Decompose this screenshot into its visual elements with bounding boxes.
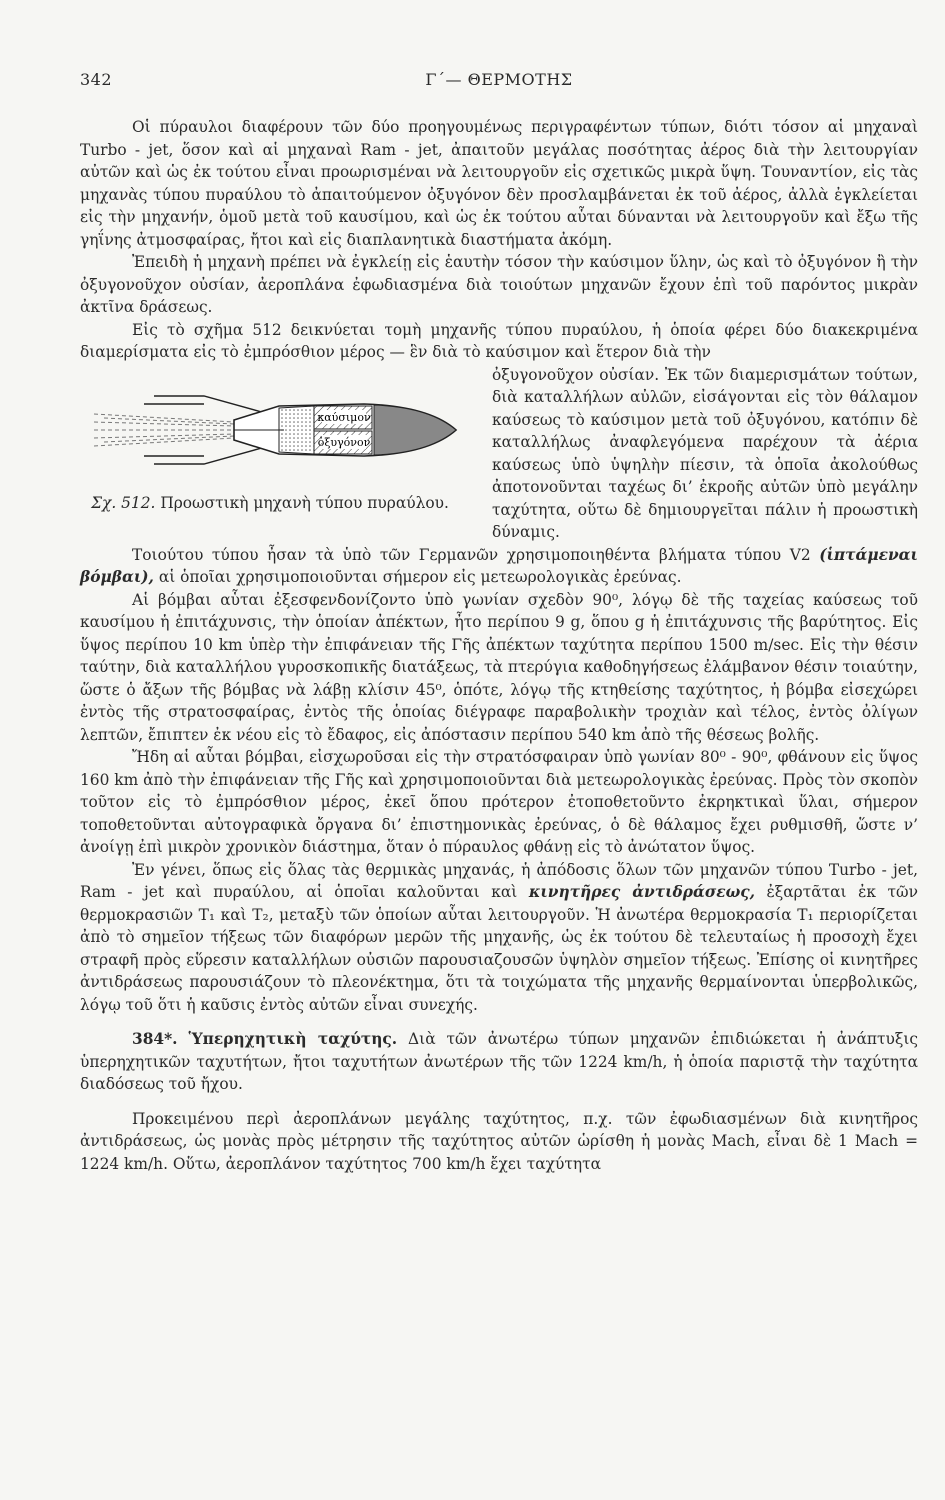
general-text-b: ἐξαρτᾶται ἐκ τῶν θερμοκρασιῶν T₁ καὶ T₂, μεταξὺ τῶν ὁποίων αὗται λειτουργοῦν. Ἡ ἀνωτέρα θερμοκρασία T₁ περιορίζεται ἀπὸ τὸ σημεῖον τήξεως τῶν διαφόρων μερῶν τῆς μηχανῆς, ὡς ἐκ τούτου δὲ τελευταίως ἡ προσοχὴ ἔχει στραφῆ πρὸς εὕρεσιν καταλλήλων οὐσιῶν παρουσιαζουσῶν ὑψηλὸν σημεῖον τήξεως. Ἐπίσης οἱ κινητῆρες ἀντιδράσεως παρουσιάζουν τὸ πλεονέκτημα, ὅτι τὰ τοιχώματα τῆς μηχανῆς θερμαίνονται ὑπερβολικῶς, λόγῳ τοῦ ὅτι ἡ καῦσις ἐντὸς αὐτῶν εἶναι συνεχής. [80, 883, 918, 1014]
combustion-chamber [279, 406, 314, 454]
rocket-diagram [84, 384, 464, 484]
figure-side-text [492, 364, 918, 544]
page-header [80, 70, 918, 100]
page-number: 342 [80, 70, 113, 89]
paragraph-already: Ἤδη αἱ αὗται βόμβαι, εἰσχωροῦσαι εἰς τὴν στρατόσφαιραν ὑπὸ γωνίαν 80⁰ - 90⁰, φθάνουν εἰς ὕψος 160 km ἀπὸ τὴν ἐπιφάνειαν τῆς Γῆς καὶ χρησιμοποιοῦνται διὰ μετεωρολογικὰς ἐρεύνας. Πρὸς τὸν σκοπὸν τοῦτον εἰς τὸ ἐμπρόσθιον μέρος, ἐκεῖ ὅπου πρότερον ἐτοποθετοῦντο ἐκρηκτικαὶ ὕλαι, σήμερον τοποθετοῦνται αὐτογραφικὰ ὄργανα δι’ ἐπιστημονικὰς ἐρεύνας, ὁ δὲ θάλαμος ἔχει ρυθμισθῆ, ὥστε ν’ ἀνοίγῃ ἐπὶ μικρὸν χρονικὸν διάστημα, ὅταν ὁ πύραυλος φθάνῃ εἰς τὸ ἀνώτατον ὕψος. [80, 748, 918, 856]
figure-512 [80, 364, 492, 542]
paragraph-fuel-oxygen: Ἐπειδὴ ἡ μηχανὴ πρέπει νὰ ἐγκλείῃ εἰς ἑαυτὴν τόσον τὴν καύσιμον ὕλην, ὡς καὶ τὸ ὀξυγόνον ἢ τὴν ὀξυγονοῦχον οὐσίαν, ἀεροπλάνα ἐφωδιασμένα διὰ τοιούτων μηχανῶν ἔχουν ἐπὶ τοῦ παρόντος μικρὰν ἀκτῖνα δράσεως. [80, 253, 918, 316]
figure-caption-text: Προωστικὴ μηχανὴ τύπου πυραύλου. [160, 493, 449, 512]
general-bold: κινητῆρες ἀντιδράσεως, [528, 883, 755, 901]
fuel-label: καύσιμον [317, 410, 371, 424]
page [80, 70, 918, 1175]
exhaust-plume [94, 414, 234, 446]
section-384 [80, 1028, 918, 1096]
paragraph-general [80, 859, 918, 1017]
paragraph-v2 [80, 544, 918, 589]
v2-text-b: αἱ ὁποῖαι χρησιμοποιοῦνται σήμερον εἰς μετεωρολογικὰς ἐρεύνας. [158, 568, 682, 586]
paragraph-figure-intro: Εἰς τὸ σχῆμα 512 δεικνύεται τομὴ μηχανῆς τύπου πυραύλου, ἡ ὁποία φέρει δύο διακεκριμένα διαμερίσματα εἰς τὸ ἐμπρόσθιον μέρος — ἓν διὰ τὸ καύσιμον καὶ ἕτερον διὰ τὴν [80, 320, 918, 361]
paragraph-bombs: Αἱ βόμβαι αὗται ἐξεσφενδονίζοντο ὑπὸ γωνίαν σχεδὸν 90⁰, λόγῳ δὲ τῆς ταχείας καύσεως τοῦ καυσίμου ἡ ἐπιτάχυνσις, τὴν ὁποίαν ἀπέκτων, ἦτο περίπου 9 g, ὅπου g ἡ ἐπιτάχυνσις τῆς βαρύτητος. Εἰς ὕψος περίπου 10 km ὑπὲρ τὴν ἐπιφάνειαν τῆς Γῆς ἀπέκτων ταχύτητα περίπου 1500 m/sec. Εἰς τὴν θέσιν ταύτην, διὰ καταλλήλου γυροσκοπικῆς διατάξεως, τὰ πτερύγια καθοδηγήσεως ἐλάμβανον θέσιν τοιαύτην, ὥστε ὁ ἄξων τῆς βόμβας νὰ λάβῃ κλίσιν 45⁰, ὁπότε, λόγῳ τῆς κτηθείσης ταχύτητος, ἡ βόμβα εἰσεχώρει ἐντὸς τῆς στρατοσφαίρας, ἐντὸς τῆς ὁποίας διέγραφε παραβολικὴν τροχιὰν καὶ τέλος, ἐντὸς ὀλίγων λεπτῶν, ἔπιπτεν ἐκ νέου εἰς τὸ ἔδαφος, εἰς ἀπόστασιν περίπου 540 km ἀπὸ τῆς θέσεως βολῆς. [80, 590, 918, 744]
oxygen-label: ὀξυγόνον [317, 435, 371, 449]
section-heading: Ὑπερηχητικὴ ταχύτης. [188, 1030, 398, 1048]
running-title: Γ΄— ΘΕΡΜΟΤΗΣ [425, 70, 573, 89]
paragraph-rockets: Οἱ πύραυλοι διαφέρουν τῶν δύο προηγουμένως περιγραφέντων τύπων, διότι τόσον αἱ μηχαναὶ Turbo - jet, ὅσον καὶ αἱ μηχαναὶ Ram - jet, ἀπαιτοῦν μεγάλας ποσότητας ἀέρος διὰ τὴν λειτουργίαν αὐτῶν καὶ ὡς ἐκ τούτου εἶναι προωρισμέναι νὰ λειτουργοῦν εἰς σχετικῶς μικρὰ ὕψη. Τουναντίον, εἰς τὰς μηχανὰς τύπου πυραύλου τὸ ἀπαιτούμενον ὀξυγόνον δὲν προσλαμβάνεται ἐκ τοῦ ἀέρος, ἀλλὰ ἐγκλείεται εἰς τὴν μηχανήν, ὁμοῦ μετὰ τοῦ καυσίμου, καὶ ὡς ἐκ τούτου αὗται δύνανται νὰ λειτουργοῦν καὶ ἔξω τῆς γηΐνης ἀτμοσφαίρας, ἤτοι καὶ εἰς διαπλανητικὰ διαστήματα ἀκόμη. [80, 118, 918, 249]
v2-bold: (ἱπτάμεναι βόμβαι), [80, 545, 918, 586]
section-number: 384*. [132, 1030, 178, 1048]
v2-text-a: Τοιούτου τύπου ἦσαν τὰ ὑπὸ τῶν Γερμανῶν χρησιμοποιηθέντα βλήματα τύπου V2 [132, 545, 811, 564]
section-text: Διὰ τῶν ἀνωτέρω τύπων μηχανῶν ἐπιδιώκεται ἡ ἀνάπτυξις ὑπερηχητικῶν ταχυτήτων, ἤτοι ταχυτήτων ἀνωτέρων τῆς τῶν 1224 km/h, ἡ ὁποία παριστᾷ τὴν ταχύτητα διαδόσεως τοῦ ἤχου. [80, 1030, 918, 1093]
general-text-a: Ἐν γένει, ὅπως εἰς ὅλας τὰς θερμικὰς μηχανάς, ἡ ἀπόδοσις ὅλων τῶν μηχανῶν τύπου Turbo - jet, Ram - jet καὶ πυραύλου, αἱ ὁποῖαι καλοῦνται καὶ [80, 860, 918, 901]
paragraph-compartments: ὀξυγονοῦχον οὐσίαν. Ἐκ τῶν διαμερισμάτων τούτων, διὰ καταλλήλων αὐλῶν, εἰσάγονται εἰς τὸν θάλαμον καύσεως τὸ καύσιμον μετὰ τοῦ ὀξυγόνου, κατόπιν δὲ καταλλήλως ἀναφλεγόμενα παρέχουν τὰ ἀέρια καύσεως ὑπὸ ὑψηλὴν πίεσιν, τὰ ὁποῖα ἀκολούθως ἀποτονοῦνται ταχέως δι’ ἐκροῆς αὐτῶν ὑπὸ μεγάλην ταχύτητα, οὕτω δὲ δημιουργεῖται πάλιν ἡ προωστικὴ δύναμις. [492, 365, 918, 541]
nose-cone [374, 405, 456, 455]
figure-row [80, 364, 918, 544]
figure-caption [80, 492, 460, 515]
figure-caption-number: Σχ. 512. [91, 493, 156, 512]
paragraph-mach: Προκειμένου περὶ ἀεροπλάνων μεγάλης ταχύτητος, π.χ. τῶν ἐφωδιασμένων διὰ κινητῆρος ἀντιδράσεως, ὡς μονὰς πρὸς μέτρησιν τῆς ταχύτητος αὐτῶν ὡρίσθη ἡ μονὰς Mach, εἶναι δὲ 1 Mach = 1224 km/h. Οὕτω, ἀεροπλάνον ταχύτητος 700 km/h ἔχει ταχύτητα [80, 1109, 918, 1173]
